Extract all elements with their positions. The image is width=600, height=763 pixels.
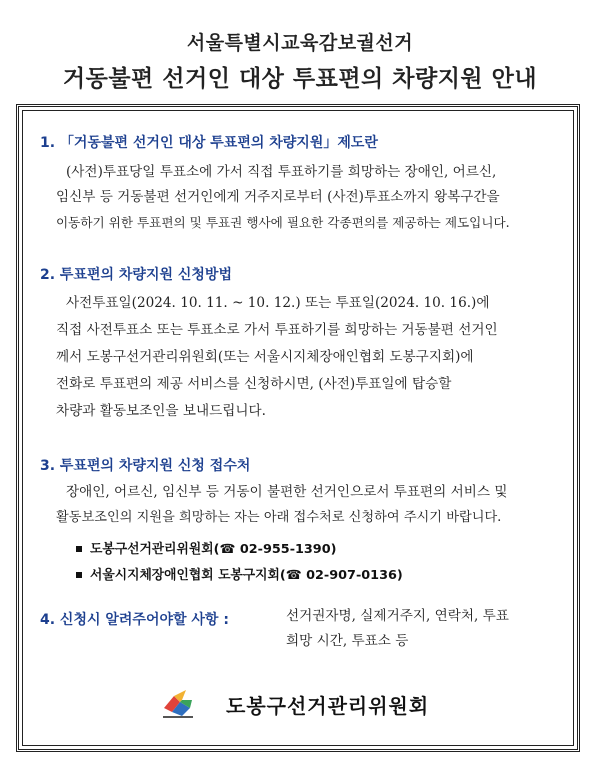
- section2-body: [56, 290, 564, 425]
- footer-organization: 도봉구선거관리위원회: [226, 694, 430, 718]
- section1-line: (사전)투표당일 투표소에 가서 직접 투표하기를 희망하는 장애인, 어르신,: [66, 164, 497, 180]
- section3-line: 장애인, 어르신, 임신부 등 거동이 불편한 선거인으로서 투표편의 서비스 및: [66, 484, 508, 500]
- section1-body: [56, 160, 564, 235]
- section2-line: 직접 사전투표소 또는 투표소로 가서 투표하기를 희망하는 거동불편 선거인: [56, 322, 498, 338]
- section3-body: [56, 480, 564, 530]
- section1-line: 임신부 등 거동불편 선거인에게 거주지로부터 (사전)투표소까지 왕복구간을: [56, 189, 500, 205]
- section1-line: 이동하기 위한 투표편의 및 투표권 행사에 필요한 각종편의를 제공하는 제도입니다.: [56, 215, 510, 230]
- section1-heading: 1. 「거동불편 선거인 대상 투표편의 차량지원」제도란: [40, 135, 378, 151]
- section4-body: [286, 604, 550, 654]
- contact-bullet: [76, 564, 403, 583]
- document-subtitle: 서울특별시교육감보궐선거: [186, 32, 414, 54]
- section4-line: 선거권자명, 실제거주지, 연락처, 투표: [286, 608, 509, 624]
- section4-heading: 4. 신청시 알려주어야할 사항 :: [40, 612, 229, 628]
- section2-line: 차량과 활동보조인을 보내드립니다.: [56, 403, 266, 419]
- bullet-square-icon: [76, 546, 82, 552]
- bullet-square-icon: [76, 572, 82, 578]
- section3-line: 활동보조인의 지원을 희망하는 자는 아래 접수처로 신청하여 주시기 바랍니다.: [56, 510, 502, 525]
- document-title: 거동불편 선거인 대상 투표편의 차량지원 안내: [62, 66, 538, 92]
- section2-line: 사전투표일(2024. 10. 11. ~ 10. 12.) 또는 투표일(2024. 10. 16.)에: [66, 295, 490, 311]
- contact-bullet: [76, 538, 336, 557]
- section4-line: 희망 시간, 투표소 등: [286, 633, 409, 649]
- election-commission-logo: [160, 686, 196, 720]
- section2-heading: 2. 투표편의 차량지원 신청방법: [40, 267, 232, 283]
- contact-text: 서울시지체장애인협회 도봉구지회(☎ 02-907-0136): [90, 568, 403, 583]
- section3-heading: 3. 투표편의 차량지원 신청 접수처: [40, 458, 251, 474]
- contact-text: 도봉구선거관리위원회(☎ 02-955-1390): [90, 542, 337, 557]
- section2-line: 전화로 투표편의 제공 서비스를 신청하시면, (사전)투표일에 탑승할: [56, 376, 452, 392]
- section2-line: 께서 도봉구선거관리위원회(또는 서울시지체장애인협회 도봉구지회)에: [56, 349, 474, 365]
